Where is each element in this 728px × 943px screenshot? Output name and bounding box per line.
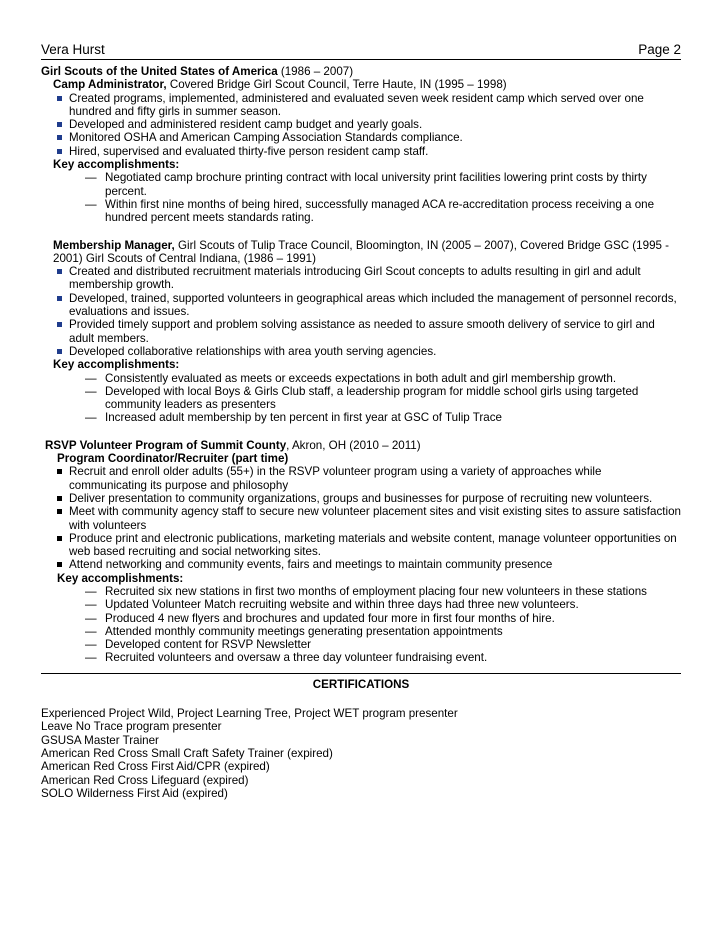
certifications-divider <box>41 673 681 674</box>
list-item: — Within first nine months of being hired, successfully managed ACA re-accreditation process receiving a one hundred percent meets standards rating. <box>41 198 681 225</box>
list-item: Meet with community agency staff to secure new volunteer placement sites and visit existing sites to assure satisfaction with volunteers <box>41 505 681 532</box>
list-item: — Produced 4 new flyers and brochures and updated four more in first four months of hire. <box>41 612 681 625</box>
list-item: — Negotiated camp brochure printing contract with local university print facilities lowering print costs by thirty percent. <box>41 171 681 198</box>
spacer <box>41 225 681 239</box>
list-item: Hired, supervised and evaluated thirty-five person resident camp staff. <box>41 145 681 158</box>
job1-role1-bullets <box>41 92 681 158</box>
job2-dates: , Akron, OH (2010 – 2011) <box>286 438 421 452</box>
list-item: GSUSA Master Trainer <box>41 733 159 747</box>
list-item: Experienced Project Wild, Project Learning Tree, Project WET program presenter <box>41 707 458 721</box>
job2-role-title <box>41 452 681 465</box>
list-item: Attend networking and community events, fairs and meetings to maintain community presence <box>41 558 681 571</box>
job1-heading <box>41 65 681 78</box>
list-item: American Red Cross Small Craft Safety Trainer (expired) <box>41 746 333 760</box>
list-item: — Recruited six new stations in first two months of employment placing four new volunteers in these stations <box>41 585 681 598</box>
list-item: — Attended monthly community meetings generating presentation appointments <box>41 625 681 638</box>
list-item: Deliver presentation to community organizations, groups and businesses for purpose of recruiting new volunteers. <box>41 492 681 505</box>
job1-role2-bullets <box>41 265 681 358</box>
list-item: — Consistently evaluated as meets or exceeds expectations in both adult and girl membership growth. <box>41 372 681 385</box>
job1-role1-ka-label <box>41 158 681 171</box>
list-item: — Developed content for RSVP Newsletter <box>41 638 681 651</box>
certifications-list <box>41 707 681 800</box>
header-name: Vera Hurst <box>41 42 105 57</box>
job2-accomplishments <box>41 585 681 665</box>
list-item: Monitored OSHA and American Camping Association Standards compliance. <box>41 131 681 144</box>
list-item: Created programs, implemented, administered and evaluated seven week resident camp which served over one hundred and fifty girls in summer season. <box>41 92 681 119</box>
page-header <box>41 42 681 58</box>
resume-content <box>41 65 681 800</box>
list-item: SOLO Wilderness First Aid (expired) <box>41 786 228 800</box>
job1-role2-title: Membership Manager, <box>53 238 175 252</box>
list-item: Developed collaborative relationships with area youth serving agencies. <box>41 345 681 358</box>
header-divider <box>41 59 681 60</box>
ka-label: Key accomplishments: <box>53 358 180 372</box>
job2-heading <box>41 439 681 452</box>
list-item: Provided timely support and problem solving assistance as needed to assure smooth delivery of service to girl and adult members. <box>41 318 681 345</box>
list-item: Created and distributed recruitment materials introducing Girl Scout concepts to adults resulting in girl and adult membership growth. <box>41 265 681 292</box>
list-item: — Developed with local Boys & Girls Club staff, a leadership program for middle school girls using targeted community leaders as presenters <box>41 385 681 412</box>
list-item: Developed and administered resident camp budget and yearly goals. <box>41 118 681 131</box>
job1-role1-heading <box>41 78 681 91</box>
ka-label: Key accomplishments: <box>53 158 180 172</box>
page-number: Page 2 <box>638 42 681 57</box>
list-item: Produce print and electronic publications, marketing materials and website content, manage volunteer opportunities on web based recruiting and social networking sites. <box>41 532 681 559</box>
list-item: American Red Cross First Aid/CPR (expired) <box>41 760 270 774</box>
ka-label: Key accomplishments: <box>57 571 184 585</box>
job1-role2-heading <box>41 239 681 266</box>
job2-org: RSVP Volunteer Program of Summit County <box>45 438 287 452</box>
job1-role1-detail: Covered Bridge Girl Scout Council, Terre Haute, IN (1995 – 1998) <box>166 78 507 92</box>
list-item: — Updated Volunteer Match recruiting website and within three days had three new volunteers. <box>41 598 681 611</box>
list-item: Leave No Trace program presenter <box>41 720 222 734</box>
job1-role1-accomplishments <box>41 171 681 224</box>
list-item: — Recruited volunteers and oversaw a three day volunteer fundraising event. <box>41 651 681 664</box>
job1-role2-accomplishments <box>41 372 681 425</box>
job1-dates: (1986 – 2007) <box>277 65 354 78</box>
spacer <box>41 425 681 439</box>
certifications-title: CERTIFICATIONS <box>312 677 410 691</box>
job2-role-title-text: Program Coordinator/Recruiter (part time) <box>57 452 289 466</box>
job1-role2-ka-label <box>41 358 681 371</box>
job1-role1-title: Camp Administrator, <box>53 78 167 92</box>
list-item: Recruit and enroll older adults (55+) in the RSVP volunteer program using a variety of approaches while communicating its purpose and philosophy <box>41 465 681 492</box>
job1-org: Girl Scouts of the United States of America <box>41 65 278 78</box>
list-item: — Increased adult membership by ten percent in first year at GSC of Tulip Trace <box>41 411 681 424</box>
list-item: Developed, trained, supported volunteers in geographical areas which included the management of personnel records, evaluations and issues. <box>41 292 681 319</box>
job1-role2-detail: Girl Scouts of Tulip Trace Council, Bloomington, IN (2005 – 2007), Covered Bridge GSC (1995 - 2001) Girl Scouts of Central Indiana, (1986 – 1991) <box>53 238 670 265</box>
job2-ka-label <box>41 572 681 585</box>
job2-bullets <box>41 465 681 571</box>
list-item: American Red Cross Lifeguard (expired) <box>41 773 249 787</box>
